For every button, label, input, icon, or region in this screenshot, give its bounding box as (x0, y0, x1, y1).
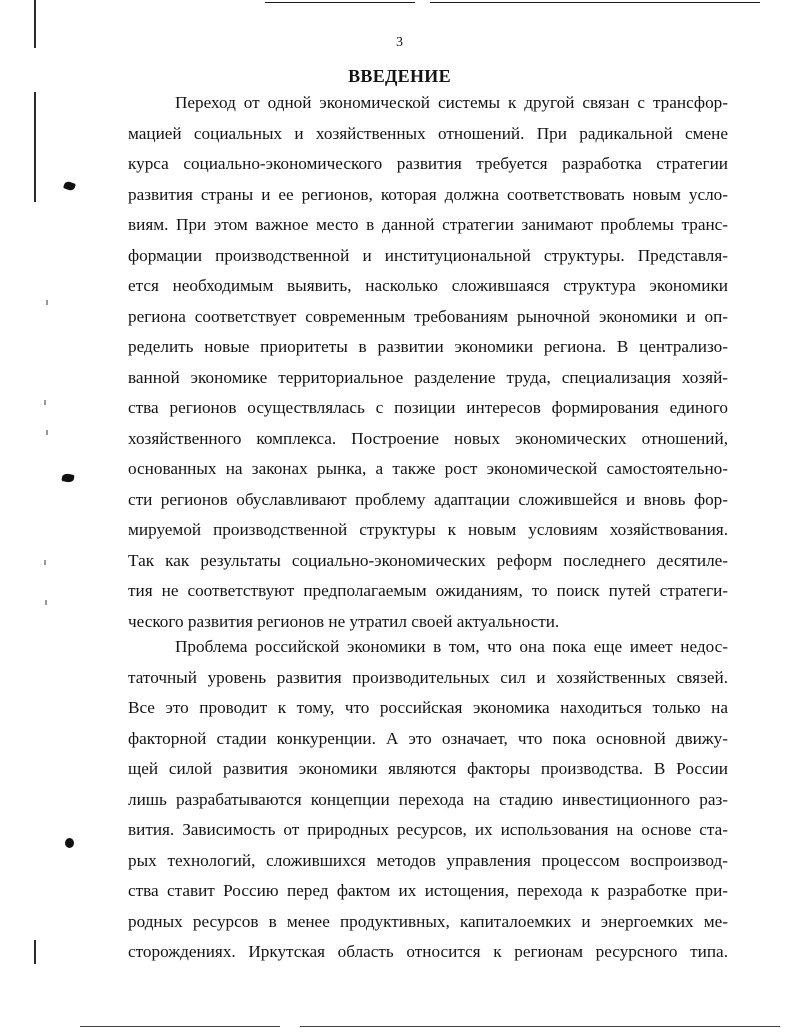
punch-hole-mark (61, 473, 74, 483)
section-heading: ВВЕДЕНИЕ (348, 66, 451, 86)
binding-edge-mark (34, 92, 36, 202)
scan-speck (46, 430, 48, 435)
scan-speck (44, 560, 46, 565)
text-line: факторной стадии конкуренции. А это означает, что пока основной движу- (128, 728, 728, 748)
binding-edge-mark (34, 940, 36, 964)
scan-edge-line (300, 1026, 780, 1027)
text-line: ства регионов осуществлялась с позиции интересов формирования единого (128, 398, 728, 417)
text-line: Так как результаты социально-экономических реформ последнего десятиле- (128, 550, 728, 570)
scan-speck (45, 600, 47, 605)
page-number: 3 (396, 35, 403, 50)
text-line: сторождениях. Иркутская область относится к регионам ресурсного типа. (128, 942, 728, 961)
scan-speck (46, 300, 48, 305)
punch-hole-mark (63, 180, 76, 191)
text-line: родных ресурсов в менее продуктивных, капиталоемких и энергоемких ме- (128, 911, 728, 931)
text-line: рых технологий, сложившихся методов управления процессом воспроизвод- (128, 850, 728, 870)
text-line: мируемой производственной структуры к новым условиям хозяйствования. (128, 520, 728, 539)
text-line: ства ставит Россию перед фактом их истощения, перехода к разработке при- (128, 881, 728, 900)
text-line: ределить новые приоритеты в развитии экономики региона. В централизо- (128, 337, 728, 356)
scan-speck (44, 400, 46, 405)
text-line: вития. Зависимость от природных ресурсов, их использования на основе ста- (128, 820, 728, 839)
text-line: развития страны и ее регионов, которая должна соответствовать новым усло- (128, 184, 728, 204)
text-line: таточный уровень развития производительных сил и хозяйственных связей. (128, 667, 728, 687)
text-line: формации производственной и институциональной структуры. Представля- (128, 245, 728, 265)
paragraph-2 (128, 632, 728, 968)
text-line: ванной экономике территориальное разделение труда, специализация хозяй- (128, 367, 728, 387)
text-line: Проблема российской экономики в том, что она пока еще имеет недос- (175, 637, 728, 656)
text-line: хозяйственного комплекса. Построение новых экономических отношений, (128, 428, 728, 448)
scan-edge-line (265, 2, 415, 3)
scan-edge-line (430, 2, 760, 3)
text-line: Все это проводит к тому, что российская экономика находиться только на (128, 698, 728, 717)
text-line: лишь разрабатываются концепции перехода на стадию инвестиционного раз- (128, 789, 728, 809)
text-line: Переход от одной экономической системы к другой связан с трансфор- (175, 93, 728, 112)
text-line: региона соответствует современным требованиям рыночной экономики и оп- (128, 306, 728, 326)
text-line: основанных на законах рынка, а также рост экономической самостоятельно- (128, 459, 728, 478)
text-line: тия не соответствуют предполагаемым ожиданиям, то поиск путей стратеги- (128, 581, 728, 600)
text-line: щей силой развития экономики являются факторы производства. В России (128, 759, 728, 778)
text-line: ческого развития регионов не утратил своей актуальности. (128, 611, 560, 631)
text-line: ется необходимым выявить, насколько сложившаяся структура экономики (128, 276, 728, 295)
scan-edge-line (80, 1026, 280, 1027)
text-line: мацией социальных и хозяйственных отношений. При радикальной смене (128, 123, 728, 143)
paragraph-1 (128, 88, 728, 637)
text-line: виям. При этом важное место в данной стратегии занимают проблемы транс- (128, 215, 728, 234)
text-line: сти регионов обуславливают проблему адаптации сложившейся и вновь фор- (128, 489, 728, 509)
text-line: курса социально-экономического развития требуется разработка стратегии (128, 154, 728, 173)
punch-hole-mark (65, 838, 74, 848)
